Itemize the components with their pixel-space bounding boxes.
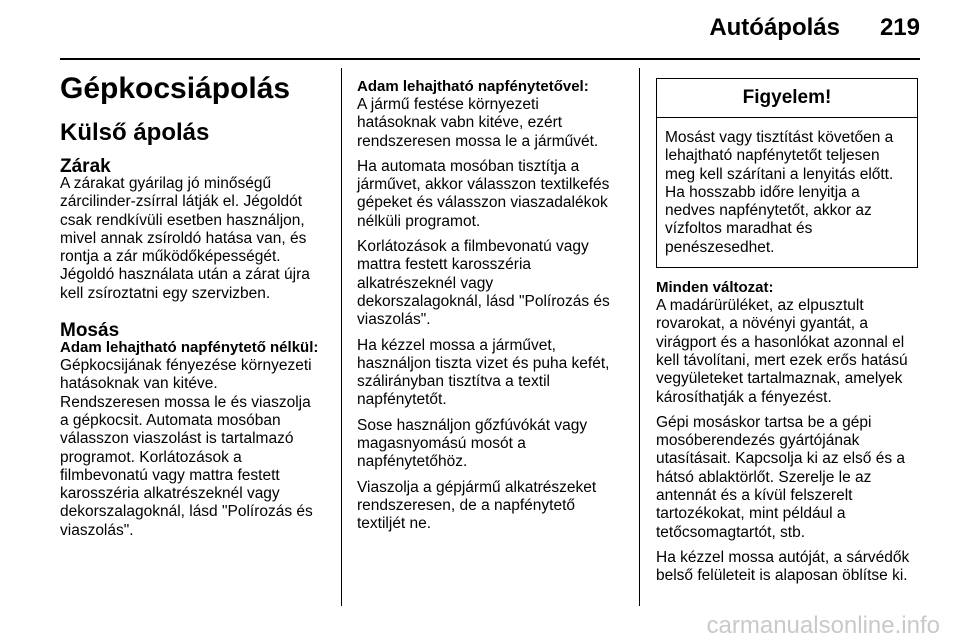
washing-paragraph: Gépkocsijának fényezése környezeti hatásoknak van kitéve. Rendszeresen mossa le és viaszolja a gépkocsit. Automata mosóban válasszon viaszolást is tartalmazó programot. Korlátozások a filmbevonatú vagy mattra festett karosszéria alkatrészeknél vagy dekorszalagoknál, lásd "Polírozás és viaszolás". — [60, 357, 313, 539]
sunroof-paragraph-4: Ha kézzel mossa a járművet, használjon tiszta vizet és puha kefét, szálirányban tisztítva a textil napfénytetőt. — [357, 336, 610, 409]
subheading-without-sunroof: Adam lehajtható napfénytető nélkül: — [60, 339, 319, 357]
warning-title: Figyelem! — [657, 79, 917, 118]
sunroof-paragraph-2: Ha automata mosóban tisztítja a járművet, akkor válasszon textilkefés gépeket és válasszon viaszadalékok nélküli programot. — [357, 157, 610, 230]
sunroof-paragraph-5: Sose használjon gőzfúvókát vagy magasnyomású mosót a napfénytetőhöz. — [357, 416, 588, 471]
subheading-all-variants: Minden változat: — [656, 279, 774, 297]
column-2 — [357, 78, 622, 534]
all-variants-paragraph-2: Gépi mosáskor tartsa be a gépi mosóberendezés gyártójának utasításait. Kapcsolja ki az első és a hátsó ablaktörlőt. Szerelje le az antennát és a kívül felszerelt tartozékokat, mint például a tetőcsomagtartót, stb. — [656, 413, 905, 541]
page-number: 219 — [879, 14, 920, 41]
section-heading-exterior: Külső ápolás — [60, 119, 210, 146]
all-variants-paragraph-1: A madárürüléket, az elpusztult rovarokat, a növényi gyantát, a virágport és a hasonlókat azonnal el kell távolítani, mert ezek erős hatású vegyületeket tartalmaznak, amelyek károsíthatják a fényezést. — [656, 297, 908, 406]
page-title: Gépkocsiápolás — [60, 72, 291, 105]
page-header — [0, 0, 960, 58]
sunroof-paragraph-3: Korlátozások a filmbevonatú vagy mattra festett karosszéria alkatrészeknél vagy dekorszalagoknál, lásd "Polírozás és viaszolás". — [357, 238, 610, 329]
column-divider-2 — [639, 68, 640, 606]
column-3 — [656, 78, 921, 586]
section-title: Autóápolás — [709, 14, 840, 41]
heading-washing: Mosás — [60, 320, 120, 342]
locks-paragraph: A zárakat gyárilag jó minőségű zárcilinder-zsírral látják el. Jégoldót csak rendkívüli esetben használjon, mivel annak zsíroldó hatása van, és rontja a zár működőképességét. Jégoldó használata után a zárat újra kell zsíroztatni egy szervizben. — [60, 175, 310, 302]
all-variants-paragraph-3: Ha kézzel mossa autóját, a sárvédők belső felületeit is alaposan öblítse ki. — [656, 548, 910, 585]
header-rule — [60, 58, 920, 60]
sunroof-paragraph-1: A jármű festése környezeti hatásoknak vabn kitéve, ezért rendszeresen mossa le a járművét. — [357, 96, 599, 150]
watermark: carmanualsonline.info — [706, 612, 940, 639]
subheading-with-sunroof: Adam lehajtható napfénytetővel: — [357, 78, 589, 95]
column-1 — [60, 62, 325, 540]
column-divider-1 — [341, 68, 342, 606]
sunroof-paragraph-6: Viaszolja a gépjármű alkatrészeket rendszeresen, de a napfénytető textiljét ne. — [357, 478, 597, 533]
warning-text: Mosást vagy tisztítást követően a lehajtható napfénytetőt teljesen meg kell szárítani a lenyitás előtt. Ha hosszabb időre lenyitja a nedves napfénytetőt, akkor az vízfoltos maradhat és penészesedhet. — [665, 129, 894, 256]
warning-box — [656, 78, 918, 268]
heading-locks: Zárak — [60, 156, 111, 177]
